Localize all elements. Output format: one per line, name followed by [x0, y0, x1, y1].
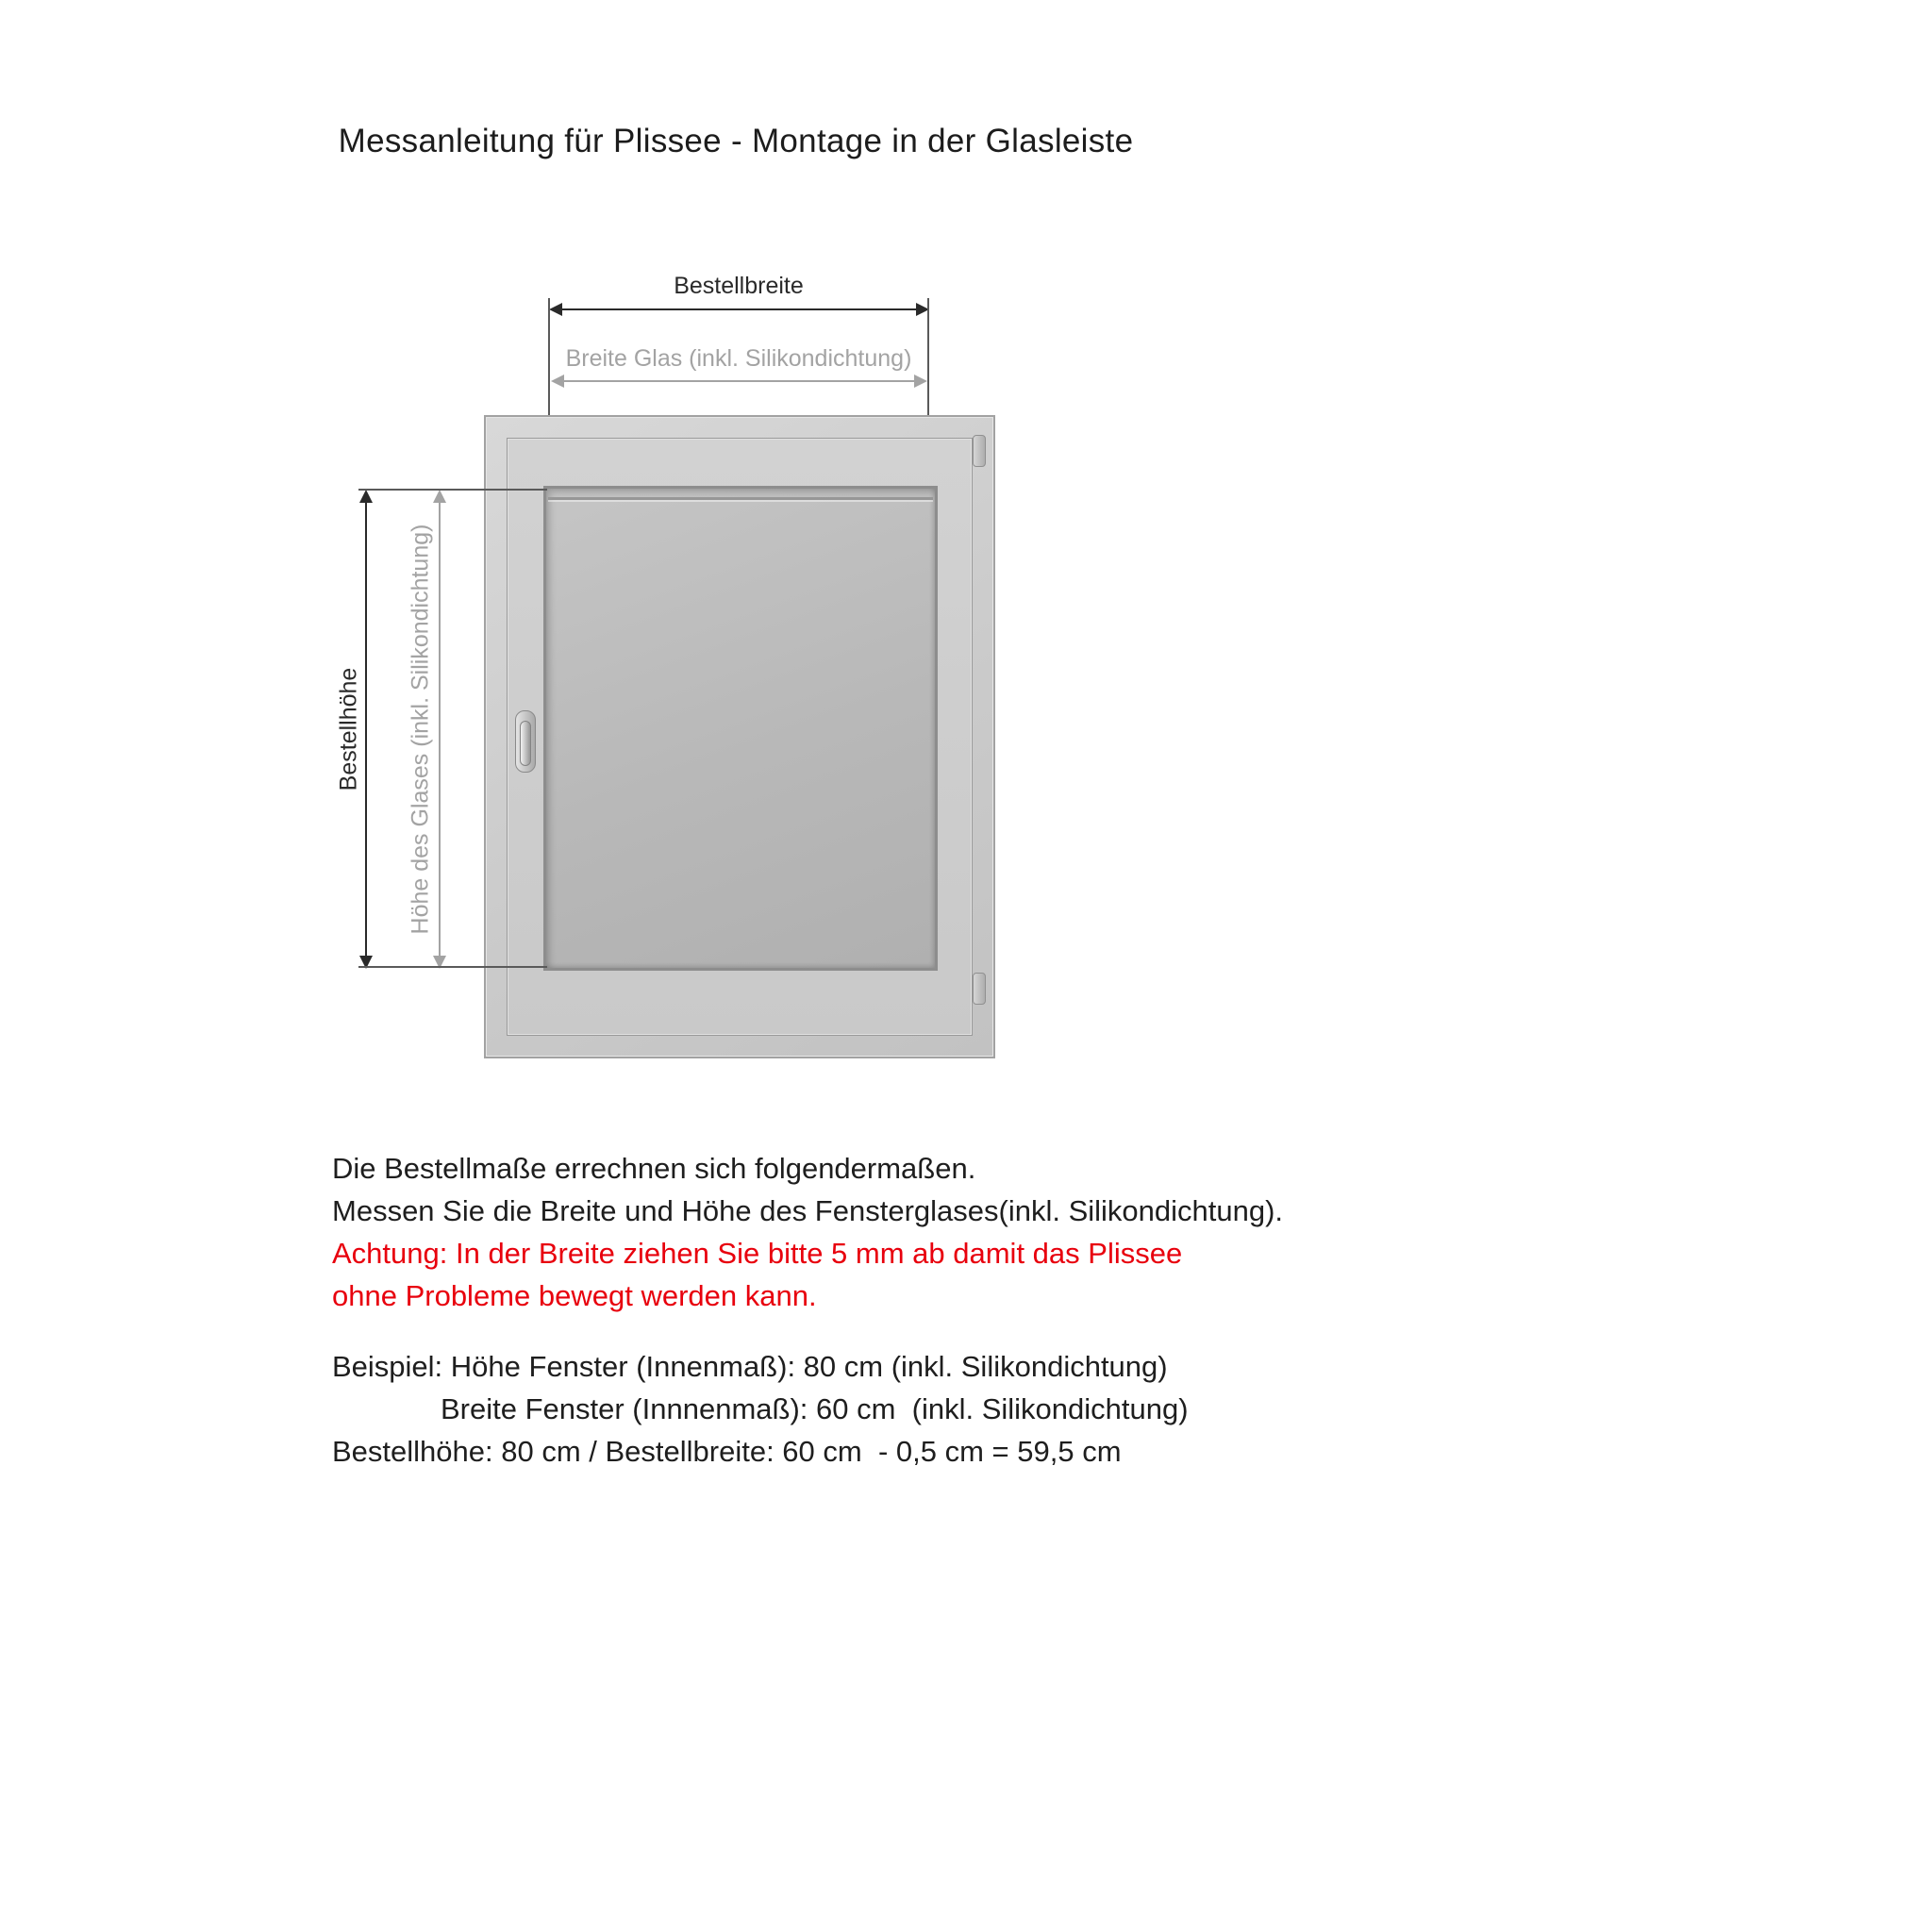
arrow-shaft	[365, 491, 367, 967]
instruction-example-line1: Beispiel: Höhe Fenster (Innenmaß): 80 cm (inkl. Silikondichtung)	[332, 1350, 1168, 1383]
arrow-shaft	[551, 308, 927, 310]
window-glass	[543, 486, 938, 971]
instruction-warning-line2: ohne Probleme bewegt werden kann.	[332, 1279, 817, 1312]
arrowhead-up-icon	[433, 490, 446, 503]
arrow-shaft	[439, 491, 441, 967]
extension-line-bottom	[358, 966, 547, 968]
window-handle-icon	[520, 721, 531, 766]
arrow-shaft	[553, 380, 925, 382]
arrowhead-left-icon	[551, 375, 564, 388]
silicone-seal-line	[548, 497, 933, 500]
arrowhead-left-icon	[549, 303, 562, 316]
arrowhead-up-icon	[359, 490, 373, 503]
instructions-block	[332, 1147, 1709, 1473]
window-sash	[507, 438, 973, 1036]
window-hinge-bottom	[973, 973, 986, 1005]
dimension-label-order-height: Bestellhöhe	[335, 667, 362, 791]
glass-width-dimension-arrow	[551, 374, 927, 389]
order-width-dimension-arrow	[549, 302, 929, 317]
arrowhead-right-icon	[914, 375, 927, 388]
window-hinge-top	[973, 435, 986, 467]
window-frame	[484, 415, 995, 1058]
instruction-example-line3: Bestellhöhe: 80 cm / Bestellbreite: 60 cm - 0,5 cm = 59,5 cm	[332, 1435, 1122, 1468]
instruction-intro-line1: Die Bestellmaße errechnen sich folgendermaßen.	[332, 1152, 976, 1185]
instruction-warning-line1: Achtung: In der Breite ziehen Sie bitte 5 mm ab damit das Plissee	[332, 1237, 1183, 1270]
order-height-dimension-arrow	[358, 490, 374, 969]
dimension-label-order-width: Bestellbreite	[674, 273, 804, 299]
glass-height-dimension-arrow	[432, 490, 447, 969]
dimension-label-glass-height: Höhe des Glases (inkl. Silikondichtung)	[407, 524, 434, 935]
page-title: Messanleitung für Plissee - Montage in der Glasleiste	[338, 123, 1134, 159]
extension-line-top	[358, 489, 547, 491]
spacer	[332, 1317, 1709, 1345]
instruction-example-line2: Breite Fenster (Innnenmaß): 60 cm (inkl. Silikondichtung)	[441, 1392, 1189, 1425]
dimension-label-glass-width: Breite Glas (inkl. Silikondichtung)	[565, 345, 912, 372]
instruction-intro-line2: Messen Sie die Breite und Höhe des Fensterglases(inkl. Silikondichtung).	[332, 1194, 1284, 1227]
